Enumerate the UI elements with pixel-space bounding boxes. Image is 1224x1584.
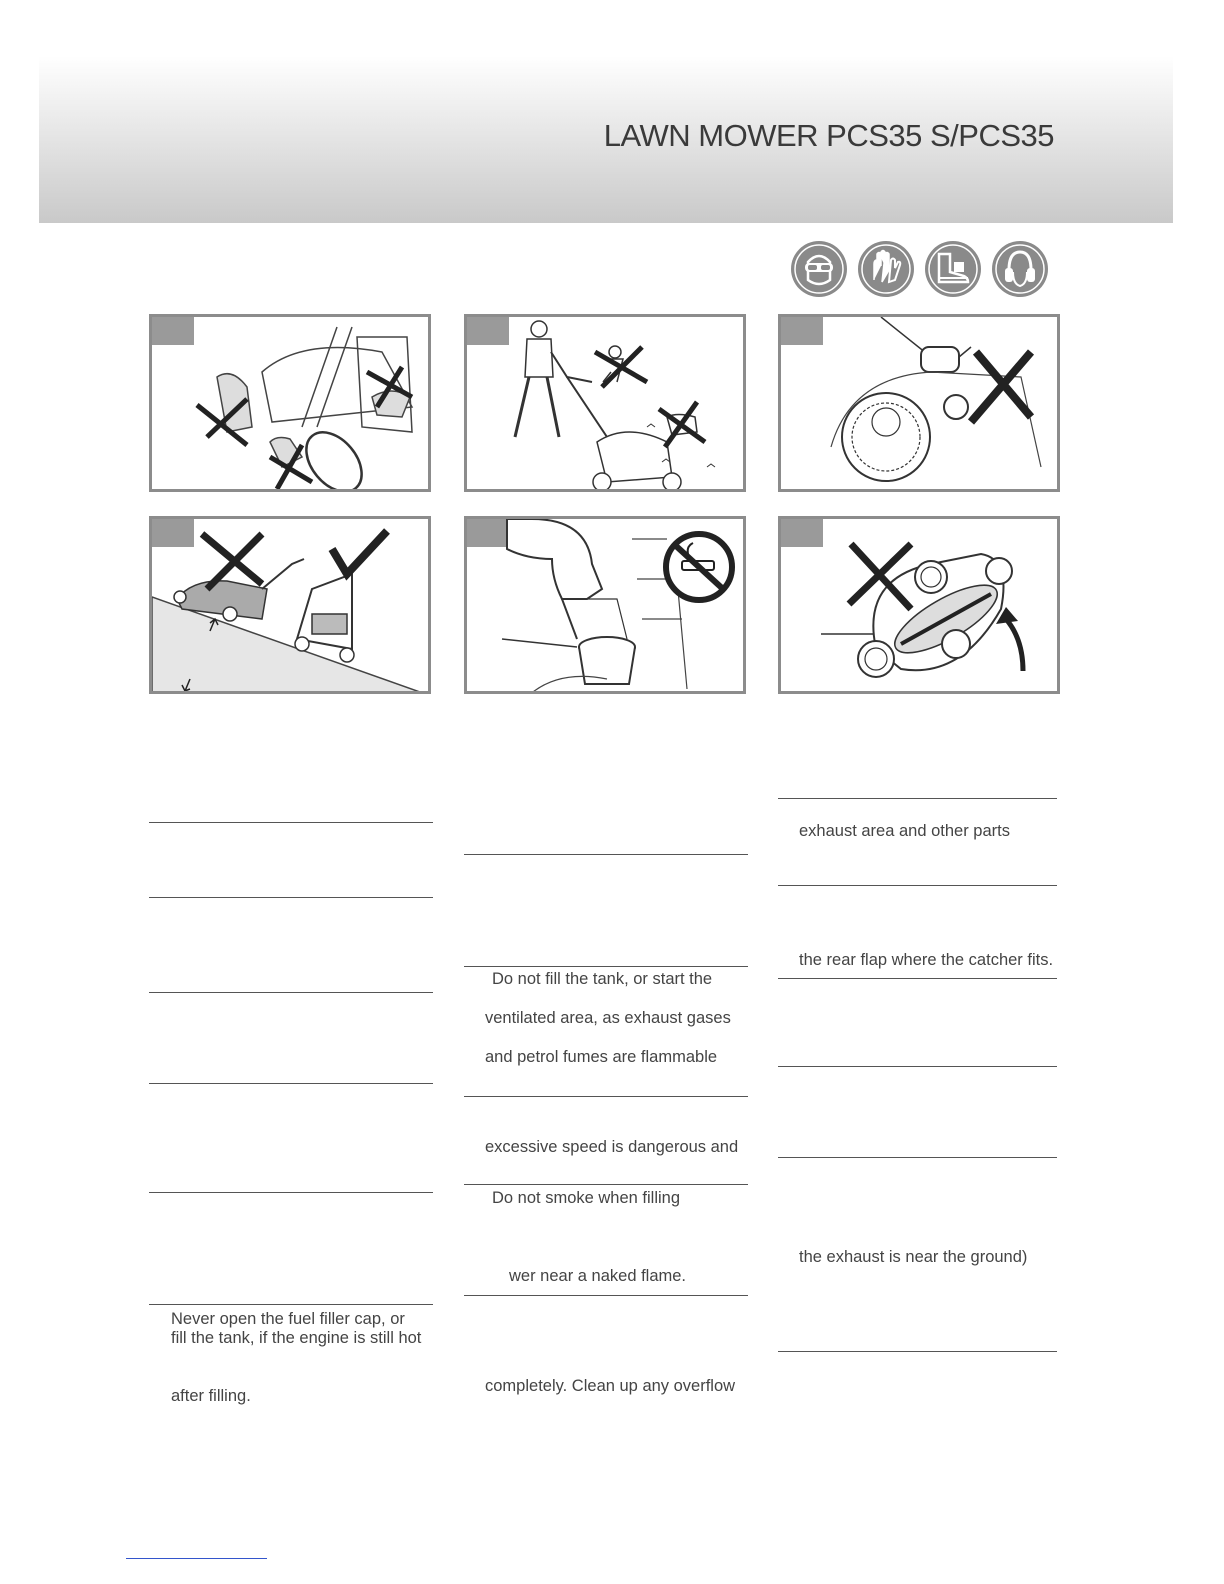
text-speed-line: excessive speed is dangerous and: [485, 1138, 739, 1156]
text-exhaust-ground-line: the exhaust is near the ground): [799, 1248, 1028, 1266]
illustration-refuel-no-smoking: [464, 516, 746, 694]
divider-rule: [149, 822, 433, 823]
divider-rule: [149, 1083, 433, 1084]
text-fuel-cap-line1: Never open the fuel filler cap, or: [171, 1310, 405, 1328]
divider-rule: [778, 1066, 1057, 1067]
text-rear-flap-line: the rear flap where the catcher fits.: [799, 951, 1054, 969]
illustration-tilted-mower: [778, 516, 1060, 694]
text-fuel-cap-line2: fill the tank, if the engine is still hot: [171, 1329, 422, 1347]
text-tank-line3: and petrol fumes are flammable: [485, 1048, 718, 1066]
illustration-bystanders: [464, 314, 746, 492]
text-smoke-line2: wer near a naked flame.: [509, 1267, 687, 1285]
divider-rule: [149, 1192, 433, 1193]
divider-rule: [464, 1295, 748, 1296]
gloves-icon: [857, 240, 915, 298]
safety-boots-icon: [924, 240, 982, 298]
divider-rule: [149, 1304, 433, 1305]
illustration-slope: [149, 516, 431, 694]
divider-rule: [149, 992, 433, 993]
text-overflow-line: completely. Clean up any overflow: [485, 1377, 736, 1395]
text-smoke-line1: Do not smoke when filling: [492, 1189, 681, 1207]
divider-rule: [778, 1351, 1057, 1352]
divider-rule: [464, 1096, 748, 1097]
text-exhaust-line: exhaust area and other parts: [799, 822, 1010, 840]
divider-rule: [778, 798, 1057, 799]
illustration-hot-engine-cap: [778, 314, 1060, 492]
page-title: LAWN MOWER PCS35 S/PCS35: [603, 118, 1054, 153]
divider-rule: [149, 897, 433, 898]
safety-goggles-icon: [790, 240, 848, 298]
divider-rule: [464, 854, 748, 855]
illustration-hands-feet: [149, 314, 431, 492]
footer-link-underline[interactable]: [126, 1558, 267, 1559]
text-tank-line1: Do not fill the tank, or start the: [492, 970, 713, 988]
divider-rule: [778, 885, 1057, 886]
divider-rule: [778, 978, 1057, 979]
divider-rule: [464, 966, 748, 967]
divider-rule: [464, 1184, 748, 1185]
text-tank-line2: ventilated area, as exhaust gases: [485, 1009, 731, 1027]
divider-rule: [778, 1157, 1057, 1158]
ear-protection-icon: [991, 240, 1049, 298]
text-fuel-cap-line3: after filling.: [171, 1387, 251, 1405]
